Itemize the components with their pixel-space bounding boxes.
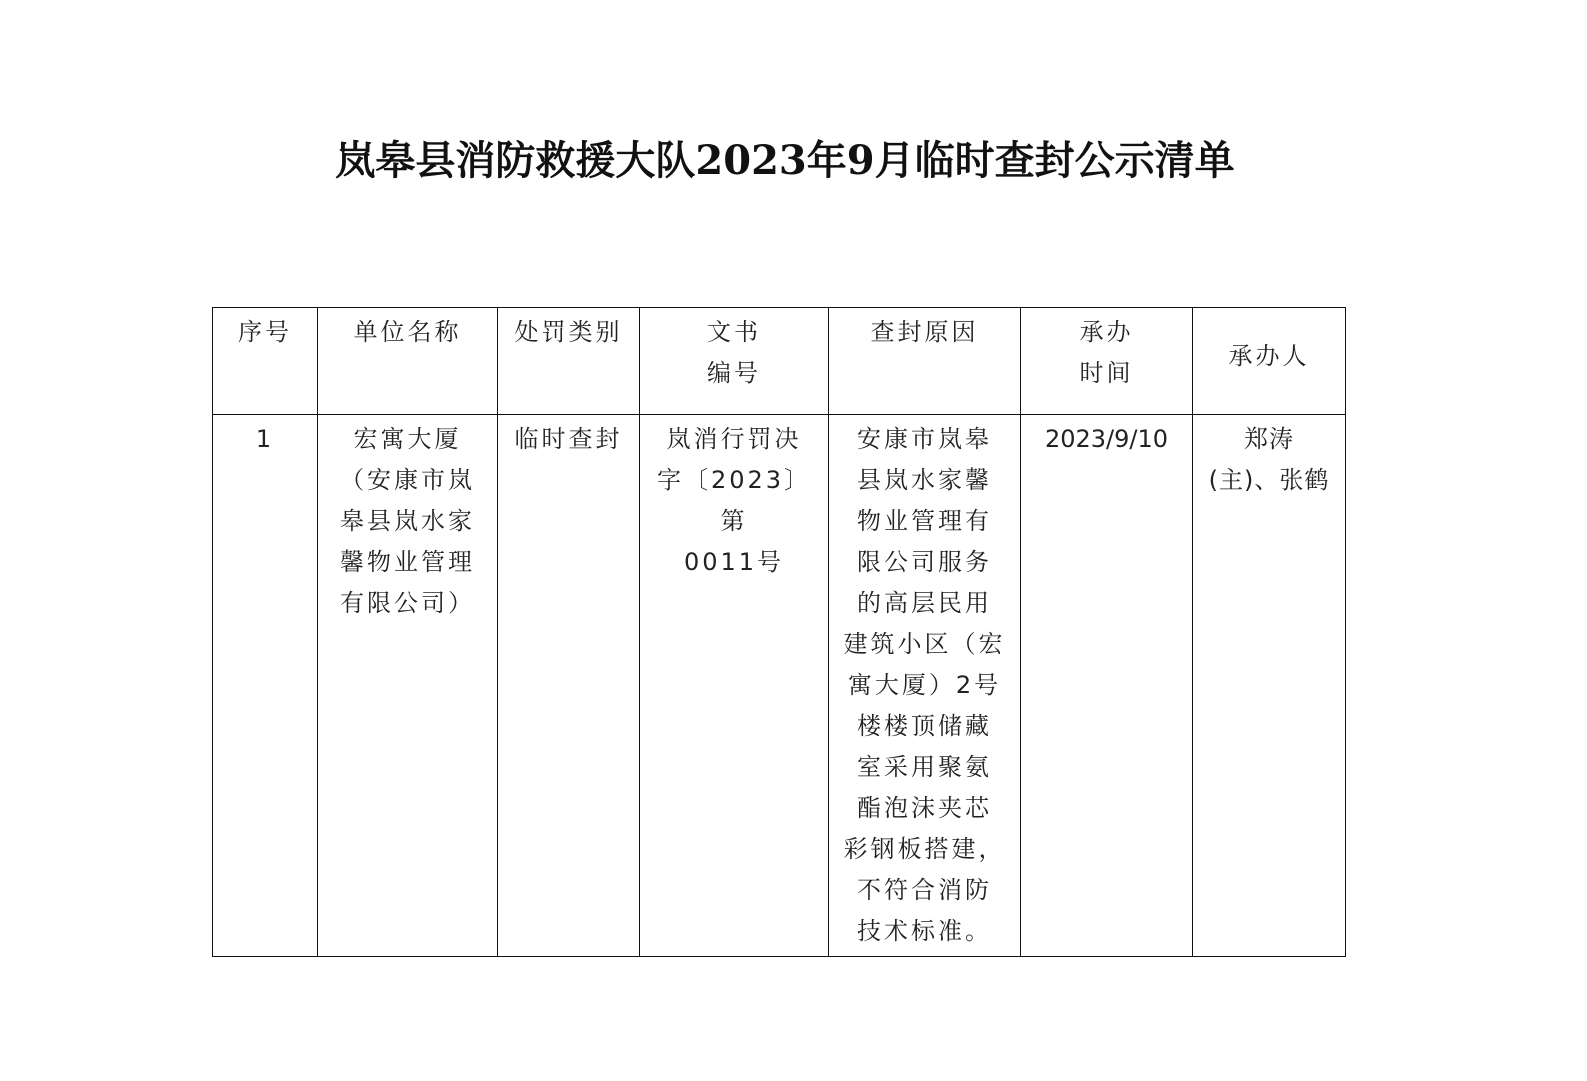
header-doc-number: 文书 编号 [640,308,829,415]
cell-reason: 安康市岚皋 县岚水家馨 物业管理有 限公司服务 的高层民用 建筑小区（宏 寓大厦）2号 楼楼顶储藏 室采用聚氨 酯泡沫夹芯 彩钢板搭建， 不符合消防 技术标准。 [829,415,1021,957]
page-title: 岚皋县消防救援大队2023年9月临时查封公示清单 [335,137,1235,184]
cell-doc-number: 岚消行罚决 字〔2023〕第 0011号 [640,415,829,957]
header-handler: 承办人 [1193,308,1346,415]
table-header-row [213,308,1346,415]
cell-handle-time: 2023/9/10 [1021,415,1193,957]
cell-unit-name: 宏寓大厦 （安康市岚 皋县岚水家 馨物业管理 有限公司） [318,415,498,957]
header-penalty-type: 处罚类别 [498,308,640,415]
header-unit-name: 单位名称 [318,308,498,415]
cell-penalty-type: 临时查封 [498,415,640,957]
header-reason: 查封原因 [829,308,1021,415]
notice-table [212,307,1346,957]
header-handle-time: 承办 时间 [1021,308,1193,415]
cell-handler: 郑涛 (主)、张鹤 [1193,415,1346,957]
cell-seq: 1 [213,415,318,957]
table-row [213,415,1346,957]
header-seq: 序号 [213,308,318,415]
